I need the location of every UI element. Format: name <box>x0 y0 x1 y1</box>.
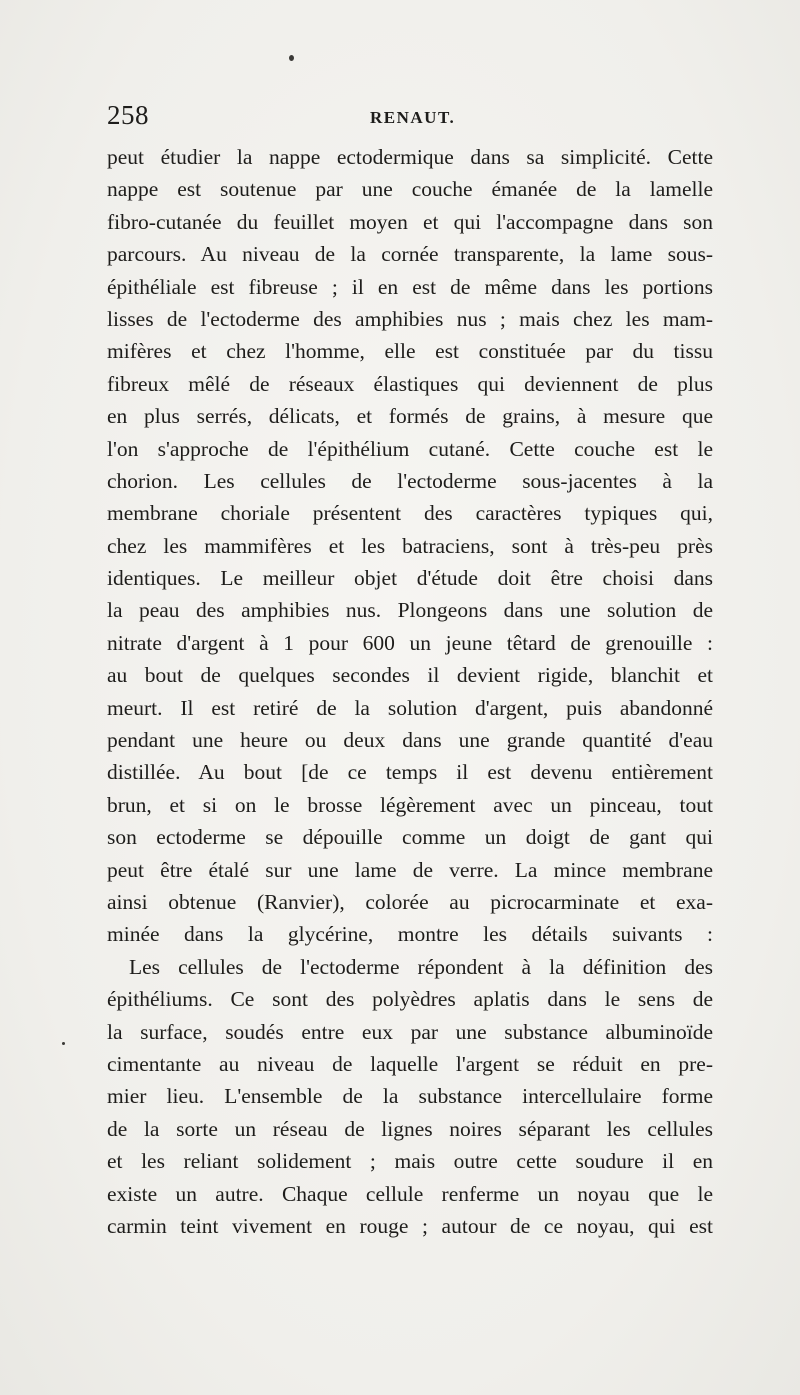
text-line: épithéliums. Ce sont des polyèdres aplatis dans le sens de <box>107 987 713 1012</box>
ink-speck <box>289 55 294 61</box>
text-line: nappe est soutenue par une couche émanée de la lamelle <box>107 177 713 202</box>
text-line: fibreux mêlé de réseaux élastiques qui deviennent de plus <box>107 371 713 396</box>
text-line: lisses de l'ectoderme des amphibies nus ; mais chez les mam- <box>107 306 713 331</box>
text-line: brun, et si on le brosse légèrement avec un pinceau, tout <box>107 792 713 817</box>
text-line: la surface, soudés entre eux par une substance albuminoïde <box>107 1019 713 1044</box>
page-number: 258 <box>107 100 149 130</box>
text-line: l'on s'approche de l'épithélium cutané. Cette couche est le <box>107 436 713 461</box>
text-line: membrane choriale présentent des caractères typiques qui, <box>107 501 713 526</box>
text-line: parcours. Au niveau de la cornée transparente, la lame sous- <box>107 242 713 267</box>
ink-speck <box>62 1042 65 1045</box>
body-text <box>107 141 713 1242</box>
text-line: carmin teint vivement en rouge ; autour de ce noyau, qui est <box>107 1213 713 1238</box>
text-line: meurt. Il est retiré de la solution d'argent, puis abandonné <box>107 695 713 720</box>
text-line: chez les mammifères et les batraciens, sont à très-peu près <box>107 533 713 558</box>
text-line: son ectoderme se dépouille comme un doigt de gant qui <box>107 825 713 850</box>
text-line: distillée. Au bout [de ce temps il est devenu entièrement <box>107 760 713 785</box>
text-line: identiques. Le meilleur objet d'étude doit être choisi dans <box>107 566 713 591</box>
text-line: pendant une heure ou deux dans une grande quantité d'eau <box>107 728 713 753</box>
text-line: chorion. Les cellules de l'ectoderme sous-jacentes à la <box>107 468 713 493</box>
text-line: fibro-cutanée du feuillet moyen et qui l'accompagne dans son <box>107 209 713 234</box>
text-line: cimentante au niveau de laquelle l'argent se réduit en pre- <box>107 1051 713 1076</box>
text-line: et les reliant solidement ; mais outre cette soudure il en <box>107 1149 713 1174</box>
text-line: de la sorte un réseau de lignes noires séparant les cellules <box>107 1116 713 1141</box>
text-line: peut étudier la nappe ectodermique dans sa simplicité. Cette <box>107 145 713 169</box>
text-line: minée dans la glycérine, montre les détails suivants : <box>107 922 713 947</box>
text-line: ainsi obtenue (Ranvier), colorée au picrocarminate et exa- <box>107 889 713 914</box>
text-line: existe un autre. Chaque cellule renferme un noyau que le <box>107 1181 713 1206</box>
text-line: épithéliale est fibreuse ; il en est de même dans les portions <box>107 274 713 299</box>
text-line: Les cellules de l'ectoderme répondent à la définition des <box>129 954 713 979</box>
page-header <box>107 100 716 140</box>
text-line: mier lieu. L'ensemble de la substance intercellulaire forme <box>107 1084 713 1109</box>
text-line: au bout de quelques secondes il devient rigide, blanchit et <box>107 663 713 688</box>
text-line: mifères et chez l'homme, elle est constituée par du tissu <box>107 339 713 364</box>
text-line: peut être étalé sur une lame de verre. La mince membrane <box>107 857 713 882</box>
text-line: la peau des amphibies nus. Plongeons dans une solution de <box>107 598 713 623</box>
text-line: en plus serrés, délicats, et formés de grains, à mesure que <box>107 404 713 429</box>
text-line: nitrate d'argent à 1 pour 600 un jeune têtard de grenouille : <box>107 630 713 655</box>
running-head: RENAUT. <box>370 108 456 127</box>
